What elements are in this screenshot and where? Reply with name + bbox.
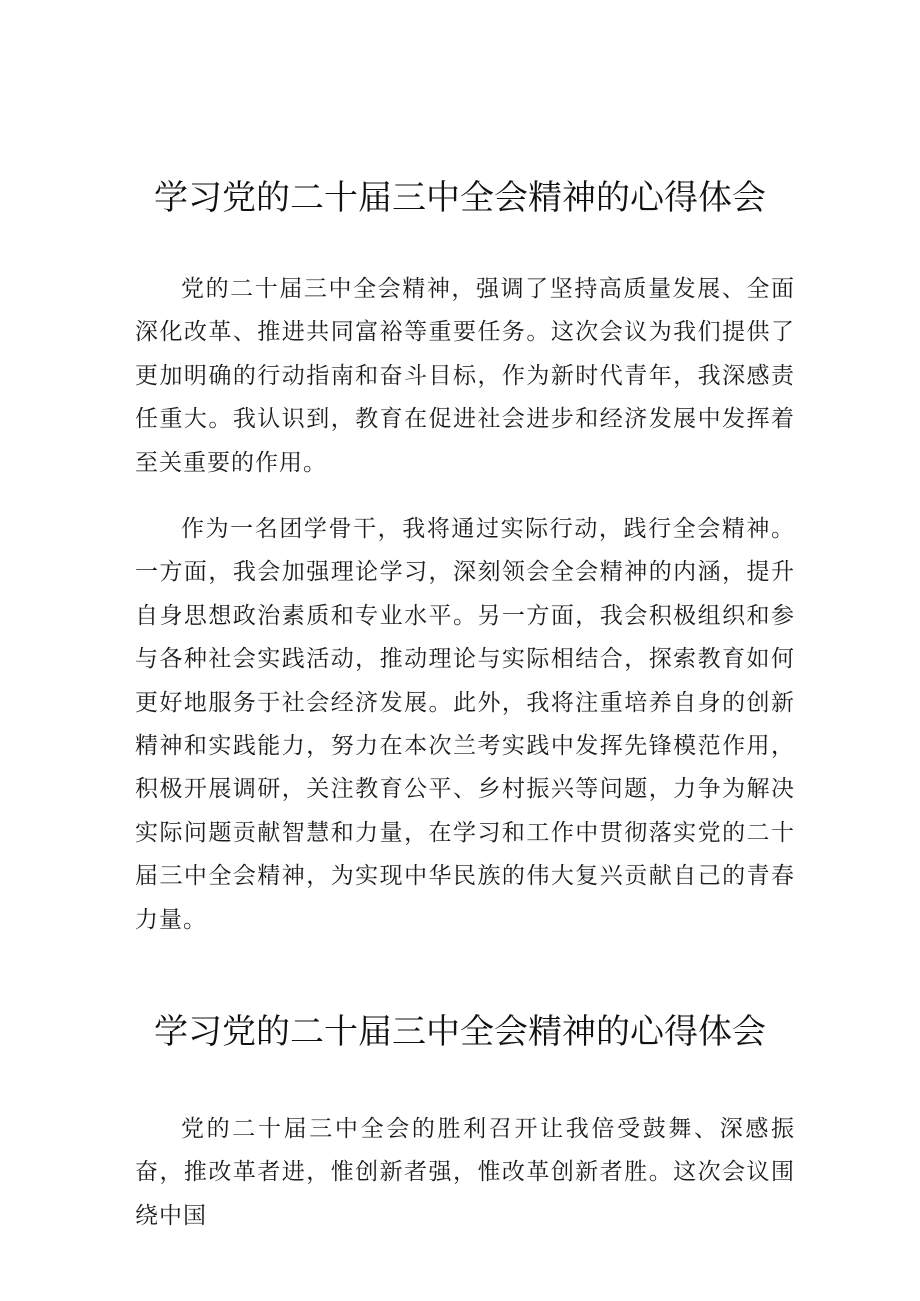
section-2-paragraph-1: 党的二十届三中全会的胜利召开让我倍受鼓舞、深感振奋，推改革者进，惟创新者强，惟改革创新者胜。这次会议围绕中国 <box>135 1116 795 1229</box>
section-1-paragraph-2: 作为一名团学骨干，我将通过实际行动，践行全会精神。一方面，我会加强理论学习，深刻领会全会精神的内涵，提升自身思想政治素质和专业水平。另一方面，我会积极组织和参与各种社会实践活动，推动理论与实际相结合，探索教育如何更好地服务于社会经济发展。此外，我将注重培养自身的创新精神和实践能力，努力在本次兰考实践中发挥先锋模范作用，积极开展调研，关注教育公平、乡村振兴等问题，力争为解决实际问题贡献智慧和力量，在学习和工作中贯彻落实党的二十届三中全会精神，为实现中华民族的伟大复兴贡献自己的青春力量。 <box>135 516 795 933</box>
section-1-paragraph-1: 党的二十届三中全会精神，强调了坚持高质量发展、全面深化改革、推进共同富裕等重要任务。这次会议为我们提供了更加明确的行动指南和奋斗目标，作为新时代青年，我深感责任重大。我认识到，教育在促进社会进步和经济发展中发挥着至关重要的作用。 <box>135 276 795 476</box>
section-1-title: 学习党的二十届三中全会精神的心得体会 <box>154 178 766 218</box>
section-2-title: 学习党的二十届三中全会精神的心得体会 <box>154 1012 766 1052</box>
